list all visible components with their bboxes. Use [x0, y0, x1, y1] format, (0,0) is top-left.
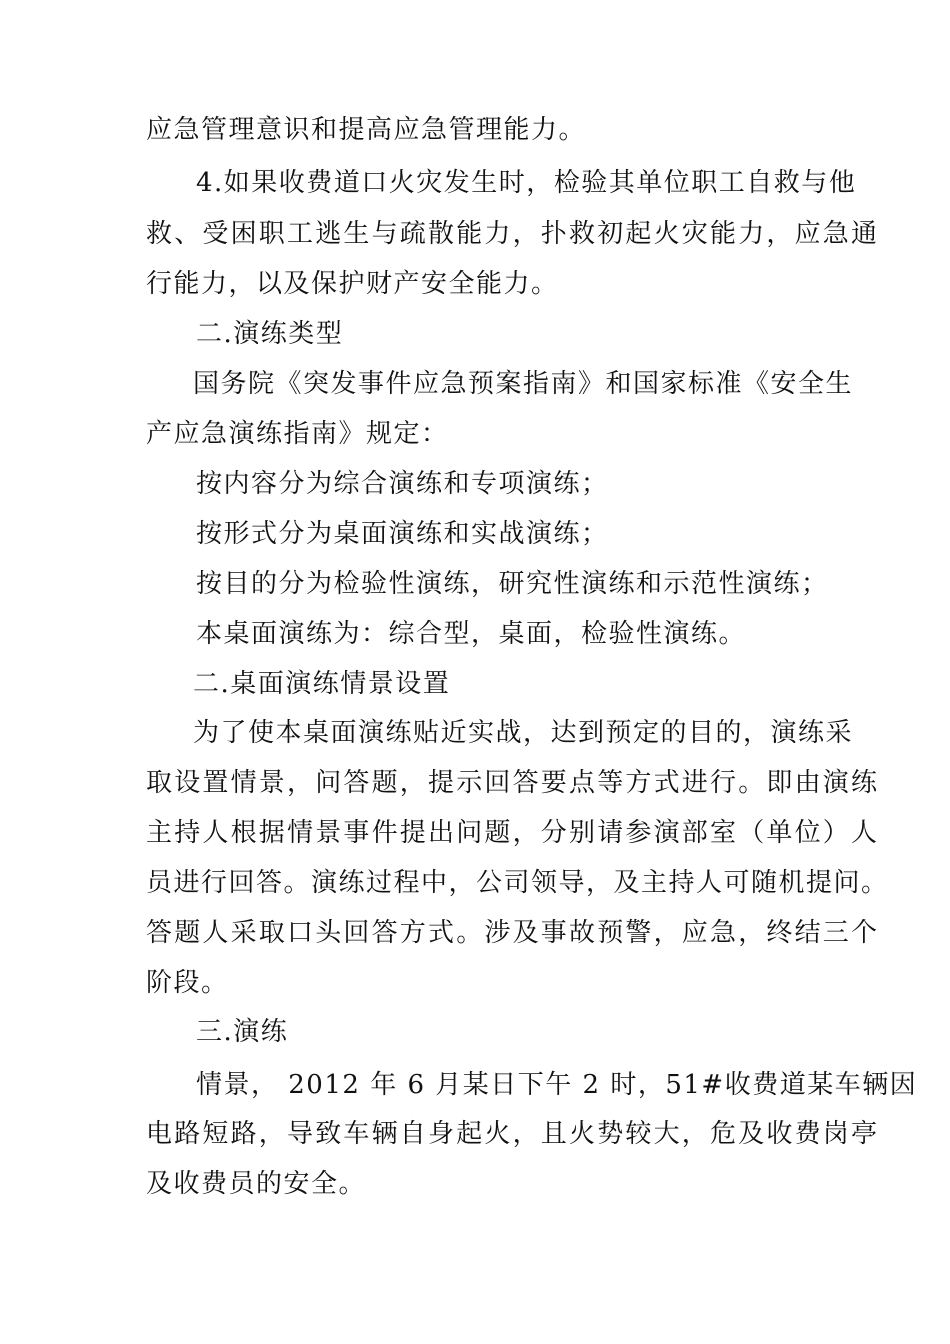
text-line-15: 主持人根据情景事件提出问题，分别请参演部室（单位）人 [146, 818, 880, 848]
text-line-18: 阶段。 [146, 968, 229, 998]
text-line-9: 按形式分为桌面演练和实战演练； [196, 519, 609, 549]
text-line-6: 国务院《突发事件应急预案指南》和国家标准《安全生 [193, 369, 854, 399]
section-heading-drill-type: 二.演练类型 [196, 319, 344, 349]
text-line-21: 电路短路，导致车辆自身起火，且火势较大，危及收费岗亭 [146, 1119, 880, 1149]
text-line-13: 为了使本桌面演练贴近实战，达到预定的目的，演练采 [193, 718, 854, 748]
text-line-14: 取设置情景，问答题，提示回答要点等方式进行。即由演练 [146, 768, 880, 798]
text-line-4: 行能力，以及保护财产安全能力。 [146, 269, 559, 299]
section-heading-drill: 三.演练 [196, 1017, 289, 1047]
text-line-8: 按内容分为综合演练和专项演练； [196, 469, 609, 499]
text-line-2: 4.如果收费道口火灾发生时，检验其单位职工自救与他 [196, 168, 857, 198]
text-line-11: 本桌面演练为：综合型，桌面，检验性演练。 [196, 619, 747, 649]
text-line-3: 救、受困职工逃生与疏散能力，扑救初起火灾能力，应急通 [146, 219, 880, 249]
text-line-17: 答题人采取口头回答方式。涉及事故预警，应急，终结三个 [146, 918, 880, 948]
text-line-22: 及收费员的安全。 [146, 1169, 367, 1199]
text-line-10: 按目的分为检验性演练，研究性演练和示范性演练； [196, 569, 829, 599]
text-line-1: 应急管理意识和提高应急管理能力。 [146, 115, 587, 145]
text-line-7: 产应急演练指南》规定： [146, 419, 449, 449]
section-heading-scenario-setup: 二.桌面演练情景设置 [193, 669, 451, 699]
text-line-20: 情景， 2012 年 6 月某日下午 2 时，51#收费道某车辆因 [196, 1070, 918, 1100]
text-line-16: 员进行回答。演练过程中，公司领导，及主持人可随机提问。 [146, 868, 889, 898]
